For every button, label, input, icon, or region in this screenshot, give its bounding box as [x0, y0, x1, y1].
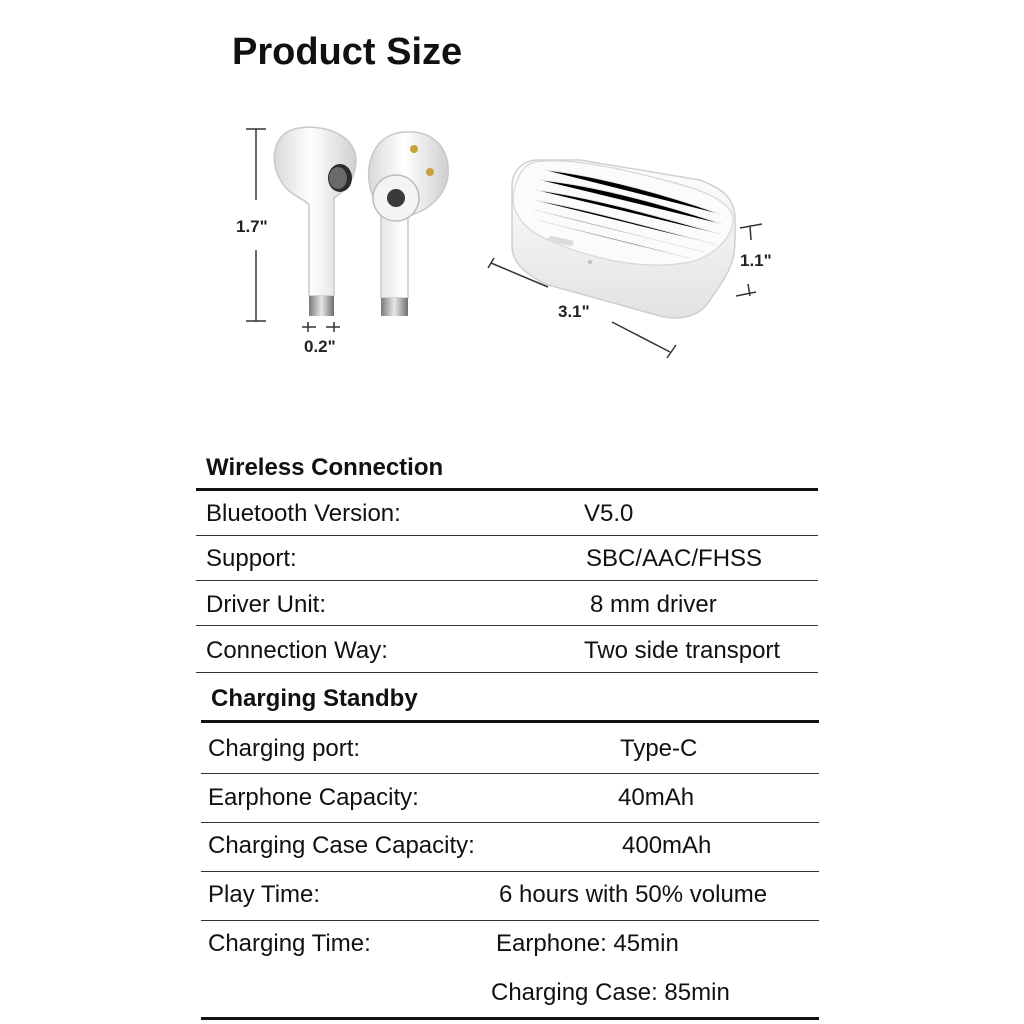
earbud-width-dimension: [302, 322, 340, 356]
right-earbud: [369, 132, 449, 316]
divider: [201, 822, 819, 823]
earbud-height-label: 1.7": [236, 217, 268, 236]
bluetooth-version-label: Bluetooth Version:: [206, 500, 401, 527]
bluetooth-version-value: V5.0: [584, 500, 634, 527]
earphone-capacity-label: Earphone Capacity:: [208, 784, 419, 811]
charging-case: [512, 160, 735, 318]
charging-port-value: Type-C: [620, 735, 698, 762]
charging-heading: Charging Standby: [211, 685, 418, 712]
wireless-heading: Wireless Connection: [206, 454, 444, 481]
driver-unit-label: Driver Unit:: [206, 591, 327, 618]
divider: [201, 871, 819, 872]
divider: [201, 920, 819, 921]
play-time-label: Play Time:: [208, 881, 321, 908]
connection-way-label: Connection Way:: [206, 637, 388, 664]
page-title: Product Size: [232, 31, 463, 73]
divider: [196, 625, 818, 626]
left-earbud: [274, 127, 356, 316]
divider: [196, 488, 818, 491]
support-value: SBC/AAC/FHSS: [586, 545, 763, 572]
case-length-label: 3.1": [558, 302, 590, 321]
divider: [196, 580, 818, 581]
charging-time-earphone-value: Earphone: 45min: [496, 930, 679, 957]
case-height-dimension: [736, 224, 772, 296]
divider: [196, 535, 818, 536]
case-capacity-label: Charging Case Capacity:: [208, 832, 475, 859]
earbud-width-label: 0.2": [304, 337, 336, 356]
driver-unit-value: 8 mm driver: [590, 591, 717, 618]
charging-port-label: Charging port:: [208, 735, 361, 762]
divider: [201, 720, 819, 723]
divider: [196, 672, 818, 673]
support-label: Support:: [206, 545, 297, 572]
connection-way-value: Two side transport: [584, 637, 781, 664]
divider: [201, 773, 819, 774]
case-capacity-value: 400mAh: [622, 832, 712, 859]
charging-time-label: Charging Time:: [208, 930, 371, 957]
earbud-height-dimension: [236, 129, 268, 321]
play-time-value: 6 hours with 50% volume: [499, 881, 768, 908]
earphone-capacity-value: 40mAh: [618, 784, 695, 811]
divider: [201, 1017, 819, 1020]
charging-time-case-value: Charging Case: 85min: [491, 979, 730, 1006]
case-height-label: 1.1": [740, 251, 772, 270]
product-illustration: [0, 0, 1024, 420]
